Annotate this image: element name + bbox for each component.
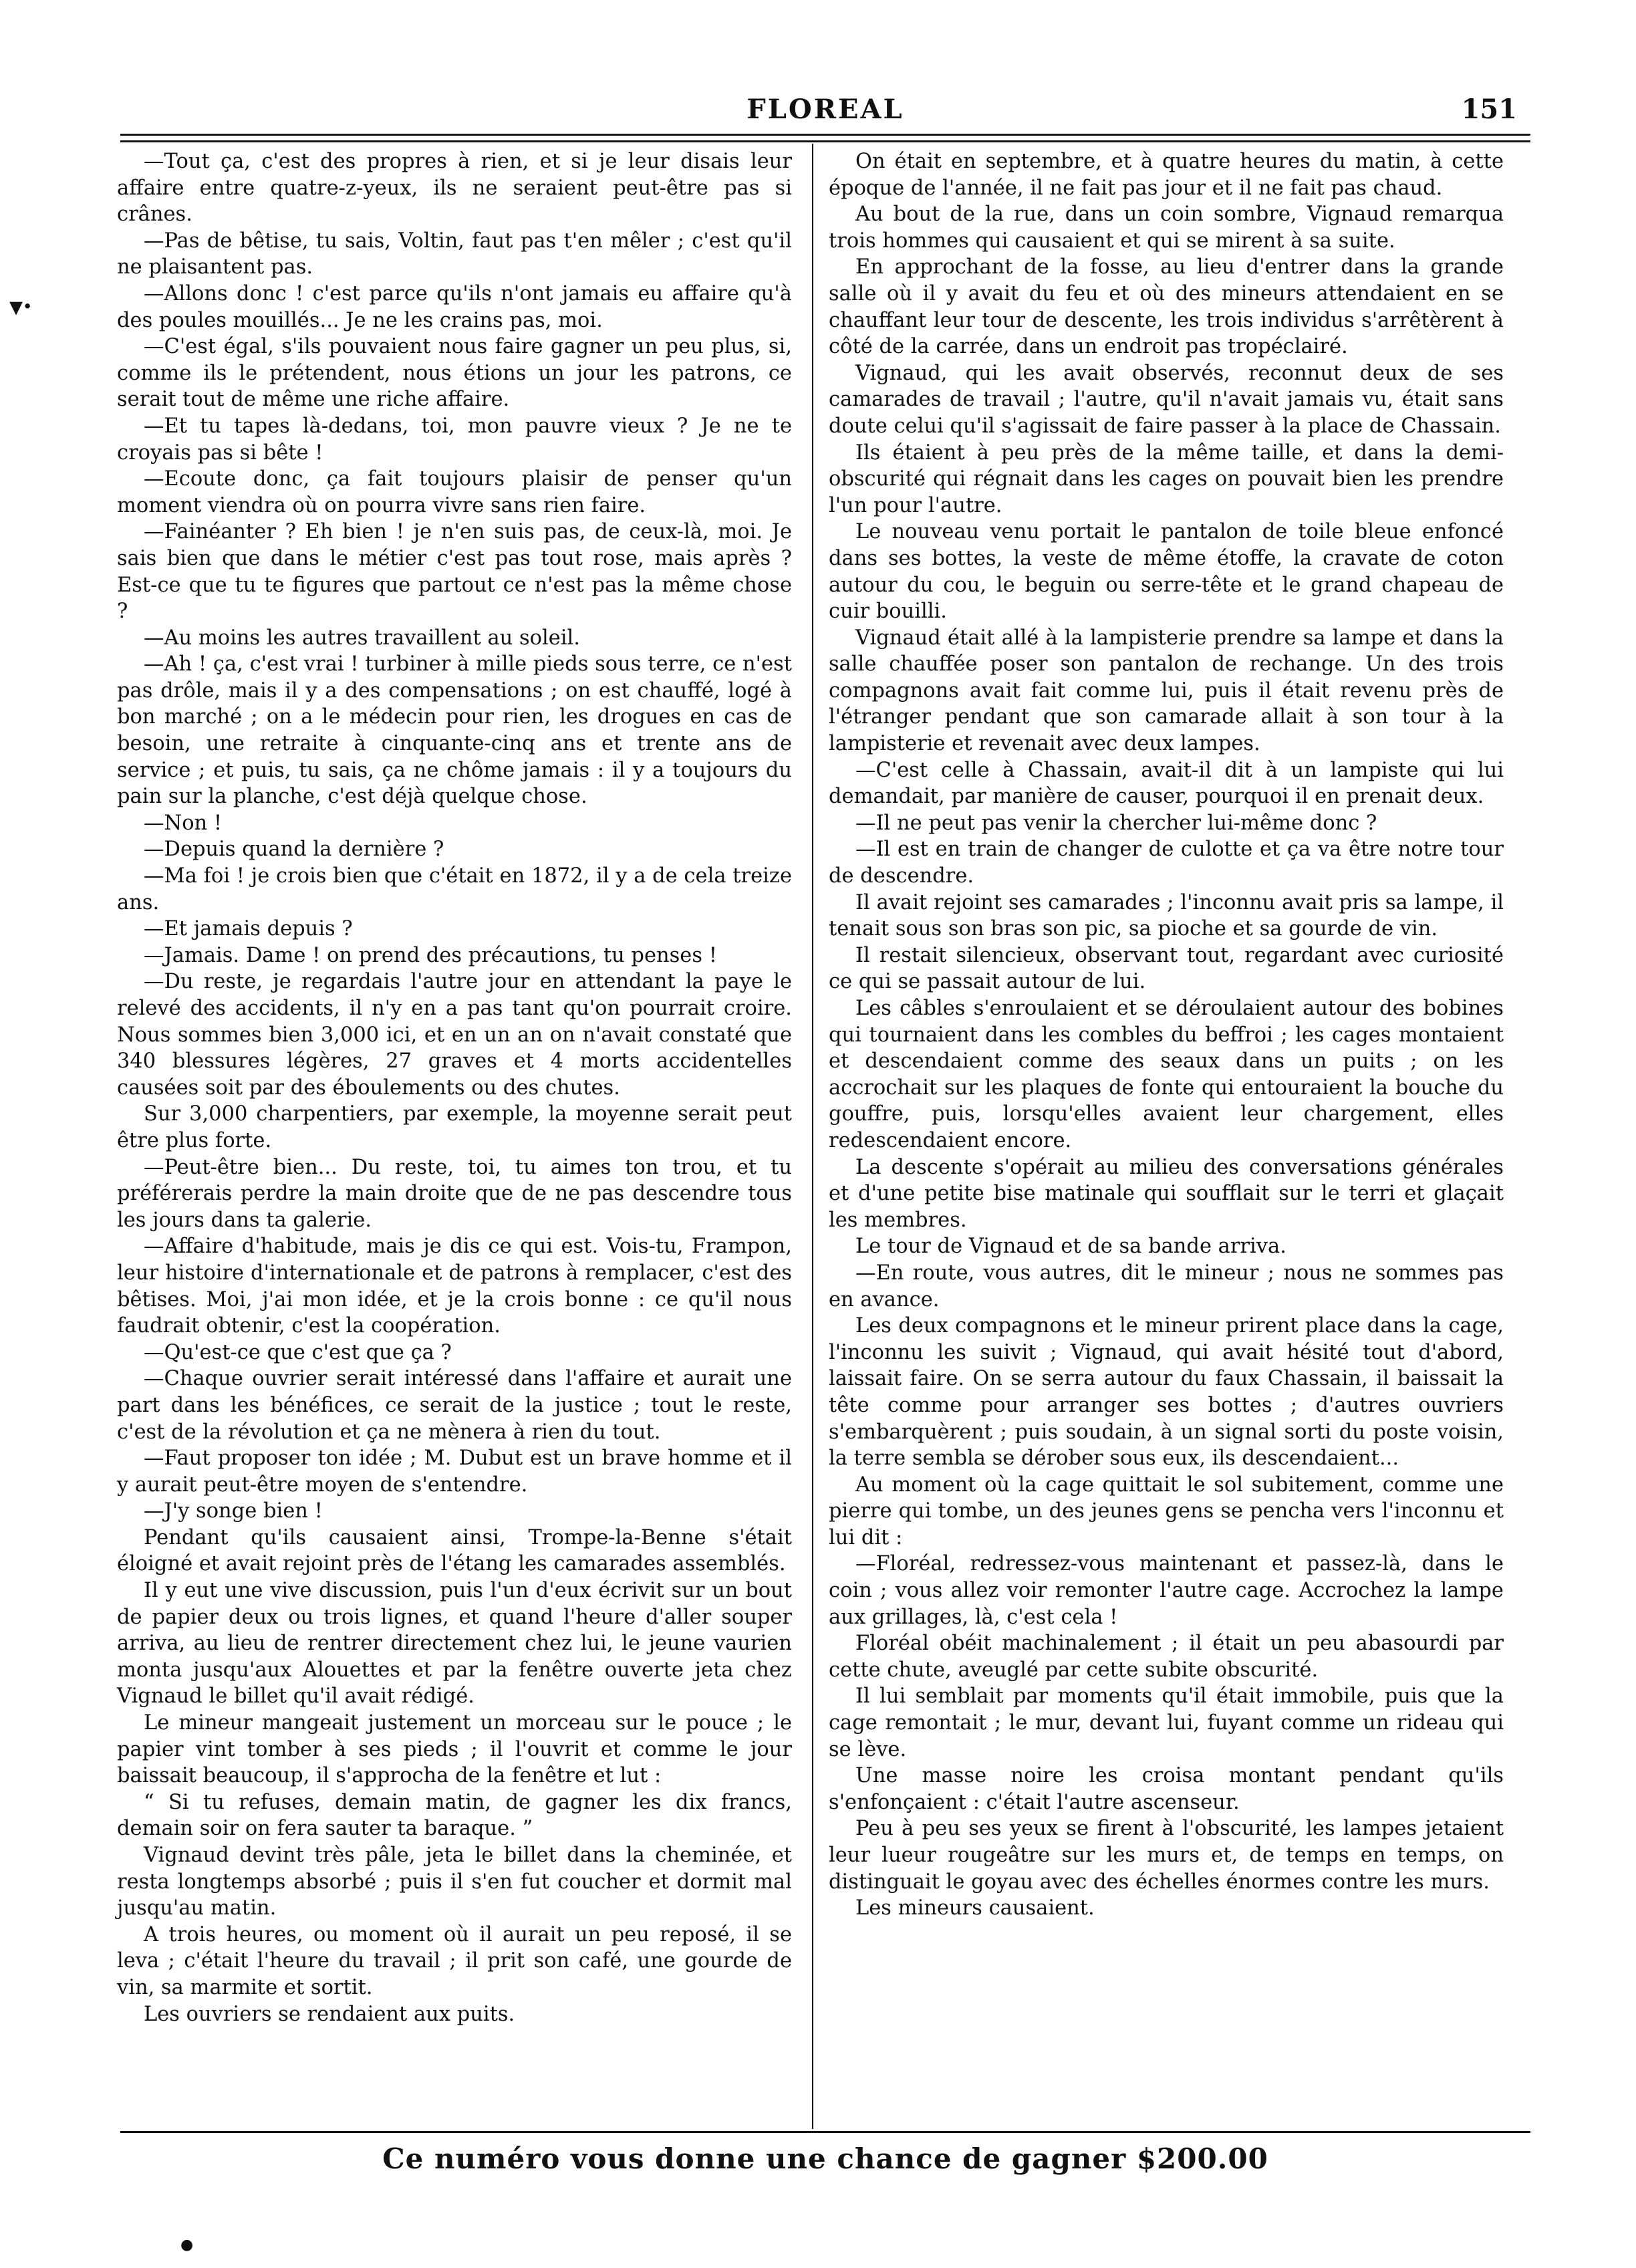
paragraph: —Affaire d'habitude, mais je dis ce qui est. Vois-tu, Frampon, leur histoire d'internationale et de patrons à remplacer, c'est des bêtises. Moi, j'ai mon idée, et je la crois bonne : ce qu'il nous faudrait obtenir, c'est la coopération. bbox=[117, 1235, 792, 1338]
page-header bbox=[120, 94, 1530, 136]
paragraph: —Qu'est-ce que c'est que ça ? bbox=[144, 1340, 452, 1364]
paragraph: —Depuis quand la dernière ? bbox=[144, 838, 444, 862]
paragraph: —Et tu tapes là-dedans, toi, mon pauvre vieux ? Je ne te croyais pas si bête ! bbox=[117, 414, 792, 465]
paragraph: Il y eut une vive discussion, puis l'un d'eux écrivit sur un bout de papier deux ou trois lignes, et quand l'heure d'aller souper arriva, au lieu de rentrer directement chez lui, le jeune vaurien monta jusqu'aux Alouettes et par la fenêtre ouverte jeta chez Vignaud le billet qu'il avait rédigé. bbox=[117, 1579, 792, 1709]
paragraph: Les ouvriers se rendaient aux puits. bbox=[144, 2002, 515, 2026]
page-number: 151 bbox=[1461, 94, 1517, 125]
paragraph: Il avait rejoint ses camarades ; l'inconnu avait pris sa lampe, il tenait sous son bras son pic, sa pioche et sa gourde de vin. bbox=[829, 890, 1504, 941]
paragraph: Ils étaient à peu près de la même taille, et dans la demi-obscurité qui régnait dans les cages on pouvait bien les prendre l'un pour l'autre. bbox=[829, 440, 1504, 517]
paragraph: Vignaud devint très pâle, jeta le billet dans la cheminée, et resta longtemps absorbé ; puis il s'en fut coucher et dormit mal jusqu'au matin. bbox=[117, 1844, 792, 1920]
paragraph: Vignaud, qui les avait observés, reconnut deux de ses camarades de travail ; l'autre, qu'il n'avait jamais vu, était sans doute celui qu'il s'agissait de faire passer à la place de Chassain. bbox=[829, 361, 1504, 438]
paragraph: Floréal obéit machinalement ; il était un peu abasourdi par cette chute, aveuglé par cette subite obscurité. bbox=[829, 1632, 1504, 1682]
paragraph: Les câbles s'enroulaient et se déroulaient autour des bobines qui tournaient dans les combles du beffroi ; les cages montaient et descendaient comme des seaux dans un puits ; on les accrochait sur les plaques de fonte qui entouraient la bouche du gouffre, puis, lorsqu'elles avaient leur chargement, elles redescendaient encore. bbox=[829, 997, 1504, 1152]
paragraph: —Chaque ouvrier serait intéressé dans l'affaire et aurait une part dans les bénéfices, ce serait de la justice ; tout le reste, c'est de la révolution et ça ne mènera à rien du tout. bbox=[117, 1367, 792, 1444]
paragraph: —Au moins les autres travaillent au soleil. bbox=[144, 626, 580, 650]
left-column bbox=[117, 148, 792, 2027]
paragraph: —Jamais. Dame ! on prend des précautions, tu penses ! bbox=[144, 943, 717, 967]
paragraph: Une masse noire les croisa montant pendant qu'ils s'enfonçaient : c'était l'autre ascenseur. bbox=[829, 1764, 1504, 1814]
running-title: FLOREAL bbox=[746, 94, 904, 125]
contest-banner: Ce numéro vous donne une chance de gagner $200.00 bbox=[382, 2142, 1268, 2175]
paragraph: Il restait silencieux, observant tout, regardant avec curiosité ce qui se passait autour de lui. bbox=[829, 943, 1504, 994]
paragraph: Vignaud était allé à la lampisterie prendre sa lampe et dans la salle chauffée poser son pantalon de rechange. Un des trois compagnons avait fait comme lui, puis il était revenu près de l'étranger pendant que son camarade allait à son tour à la lampisterie et revenait avec deux lampes. bbox=[829, 626, 1504, 756]
paragraph: Au moment où la cage quittait le sol subitement, comme une pierre qui tombe, un des jeunes gens se pencha vers l'inconnu et lui dit : bbox=[829, 1473, 1504, 1549]
paragraph: —J'y songe bien ! bbox=[144, 1499, 323, 1523]
paragraph: Sur 3,000 charpentiers, par exemple, la moyenne serait peut être plus forte. bbox=[117, 1102, 792, 1152]
paragraph: —Du reste, je regardais l'autre jour en attendant la paye le relevé des accidents, il n'y en a pas tant qu'on pourrait croire. Nous sommes bien 3,000 ici, et en un an on n'avait constaté que 340 blessures légères, 27 graves et 4 morts accidentelles causées soit par des éboulements ou des chutes. bbox=[117, 970, 792, 1100]
paragraph: Le mineur mangeait justement un morceau sur le pouce ; le papier vint tomber à ses pieds ; il l'ouvrit et comme le jour baissait beaucoup, il s'approcha de la fenêtre et lut : bbox=[117, 1711, 792, 1788]
paragraph: —Ecoute donc, ça fait toujours plaisir de penser qu'un moment viendra où on pourra vivre sans rien faire. bbox=[117, 467, 792, 517]
paragraph: Les deux compagnons et le mineur prirent place dans la cage, l'inconnu les suivit ; Vignaud, qui avait hésité tout d'abord, laissait faire. On se serra autour du faux Chassain, il baissait la tête comme pour arranger ses bottes ; d'autres ouvriers s'embarquèrent ; puis soudain, à un signal sorti du poste voisin, la terre sembla se dérober sous eux, ils descendaient... bbox=[829, 1314, 1504, 1471]
paragraph: Le tour de Vignaud et de sa bande arriva. bbox=[855, 1235, 1286, 1259]
paragraph: —Il est en train de changer de culotte et ça va être notre tour de descendre. bbox=[829, 838, 1504, 888]
paragraph: —Allons donc ! c'est parce qu'ils n'ont jamais eu affaire qu'à des poules mouillés... Je ne les crains pas, moi. bbox=[117, 281, 792, 332]
paragraph: On était en septembre, et à quatre heures du matin, à cette époque de l'année, il ne fait pas jour et il ne fait pas chaud. bbox=[829, 150, 1504, 200]
paragraph: —Et jamais depuis ? bbox=[144, 917, 353, 941]
paragraph: Pendant qu'ils causaient ainsi, Trompe-la-Benne s'était éloigné et avait rejoint près de l'étang les camarades assemblés. bbox=[117, 1525, 792, 1576]
paragraph: Le nouveau venu portait le pantalon de toile bleue enfoncé dans ses bottes, la veste de même étoffe, la cravate de coton autour du cou, le beguin ou serre-tête et le grand chapeau de cuir bouilli. bbox=[829, 520, 1504, 624]
paragraph: Peu à peu ses yeux se firent à l'obscurité, les lampes jetaient leur lueur rougeâtre sur les murs et, de temps en temps, on distinguait le goyau avec des échelles énormes contre les murs. bbox=[829, 1817, 1504, 1894]
paragraph: —C'est égal, s'ils pouvaient nous faire gagner un peu plus, si, comme ils le prétendent, nous étions un jour les patrons, ce serait tout de même une riche affaire. bbox=[117, 335, 792, 412]
column-divider bbox=[812, 144, 813, 2129]
paragraph: —C'est celle à Chassain, avait-il dit à un lampiste qui lui demandait, par manière de causer, pourquoi il en prenait deux. bbox=[829, 758, 1504, 809]
paragraph: —Ah ! ça, c'est vrai ! turbiner à mille pieds sous terre, ce n'est pas drôle, mais il y a des compensations ; on est chauffé, logé à bon marché ; on a le médecin pour rien, les drogues en cas de besoin, une retraite à cinquante-cinq ans et trente ans de service ; et puis, tu sais, ça ne chôme jamais : il y a toujours du pain sur la planche, c'est déjà quelque chose. bbox=[117, 652, 792, 809]
right-column bbox=[829, 148, 1504, 1922]
paragraph: —Fainéanter ? Eh bien ! je n'en suis pas, de ceux-là, moi. Je sais bien que dans le métier c'est pas tout rose, mais après ? Est-ce que tu te figures que partout ce n'est pas la même chose ? bbox=[117, 520, 792, 624]
paragraph: —Pas de bêtise, tu sais, Voltin, faut pas t'en mêler ; c'est qu'il ne plaisantent pas. bbox=[117, 229, 792, 279]
footer-rule bbox=[120, 2131, 1530, 2133]
margin-mark: ▾· bbox=[9, 291, 33, 322]
paragraph: “ Si tu refuses, demain matin, de gagner les dix francs, demain soir on fera sauter ta baraque. ” bbox=[117, 1790, 792, 1841]
paragraph: —Faut proposer ton idée ; M. Dubut est un brave homme et il y aurait peut-être moyen de s'entendre. bbox=[117, 1446, 792, 1497]
header-rule-top bbox=[120, 134, 1530, 136]
paragraph: —Floréal, redressez-vous maintenant et passez-là, dans le coin ; vous allez voir remonter l'autre cage. Accrochez la lampe aux grillages, là, c'est cela ! bbox=[829, 1552, 1504, 1629]
paragraph: —Non ! bbox=[144, 811, 223, 835]
paragraph: Il lui semblait par moments qu'il était immobile, puis que la cage remontait ; le mur, devant lui, fuyant comme un rideau qui se lève. bbox=[829, 1684, 1504, 1761]
paragraph: En approchant de la fosse, au lieu d'entrer dans la grande salle où il y avait du feu et où des mineurs attendaient en se chauffant leur tour de descente, les trois individus s'arrêtèrent à côté de la carrée, dans un endroit pas tropéclairé. bbox=[829, 255, 1504, 359]
header-rule-bottom bbox=[120, 140, 1530, 142]
paragraph: —Il ne peut pas venir la chercher lui-même donc ? bbox=[855, 811, 1377, 835]
paragraph: —En route, vous autres, dit le mineur ; nous ne sommes pas en avance. bbox=[829, 1261, 1504, 1311]
paragraph: —Ma foi ! je crois bien que c'était en 1872, il y a de cela treize ans. bbox=[117, 864, 792, 914]
paragraph: —Peut-être bien... Du reste, toi, tu aimes ton trou, et tu préférerais perdre la main droite que de ne pas descendre tous les jours dans ta galerie. bbox=[117, 1155, 792, 1232]
paragraph: Au bout de la rue, dans un coin sombre, Vignaud remarqua trois hommes qui causaient et qui se mirent à sa suite. bbox=[829, 203, 1504, 253]
paragraph: —Tout ça, c'est des propres à rien, et si je leur disais leur affaire entre quatre-z-yeux, ils ne seraient peut-être pas si crânes. bbox=[117, 150, 792, 227]
paragraph: A trois heures, ou moment où il aurait un peu reposé, il se leva ; c'était l'heure du travail ; il prit son café, une gourde de vin, sa marmite et sortit. bbox=[117, 1922, 792, 1999]
bottom-mark: ● bbox=[180, 2236, 194, 2253]
paragraph: Les mineurs causaient. bbox=[855, 1896, 1095, 1920]
paragraph: La descente s'opérait au milieu des conversations générales et d'une petite bise matinale qui soufflait sur le terri et glaçait les membres. bbox=[829, 1155, 1504, 1232]
